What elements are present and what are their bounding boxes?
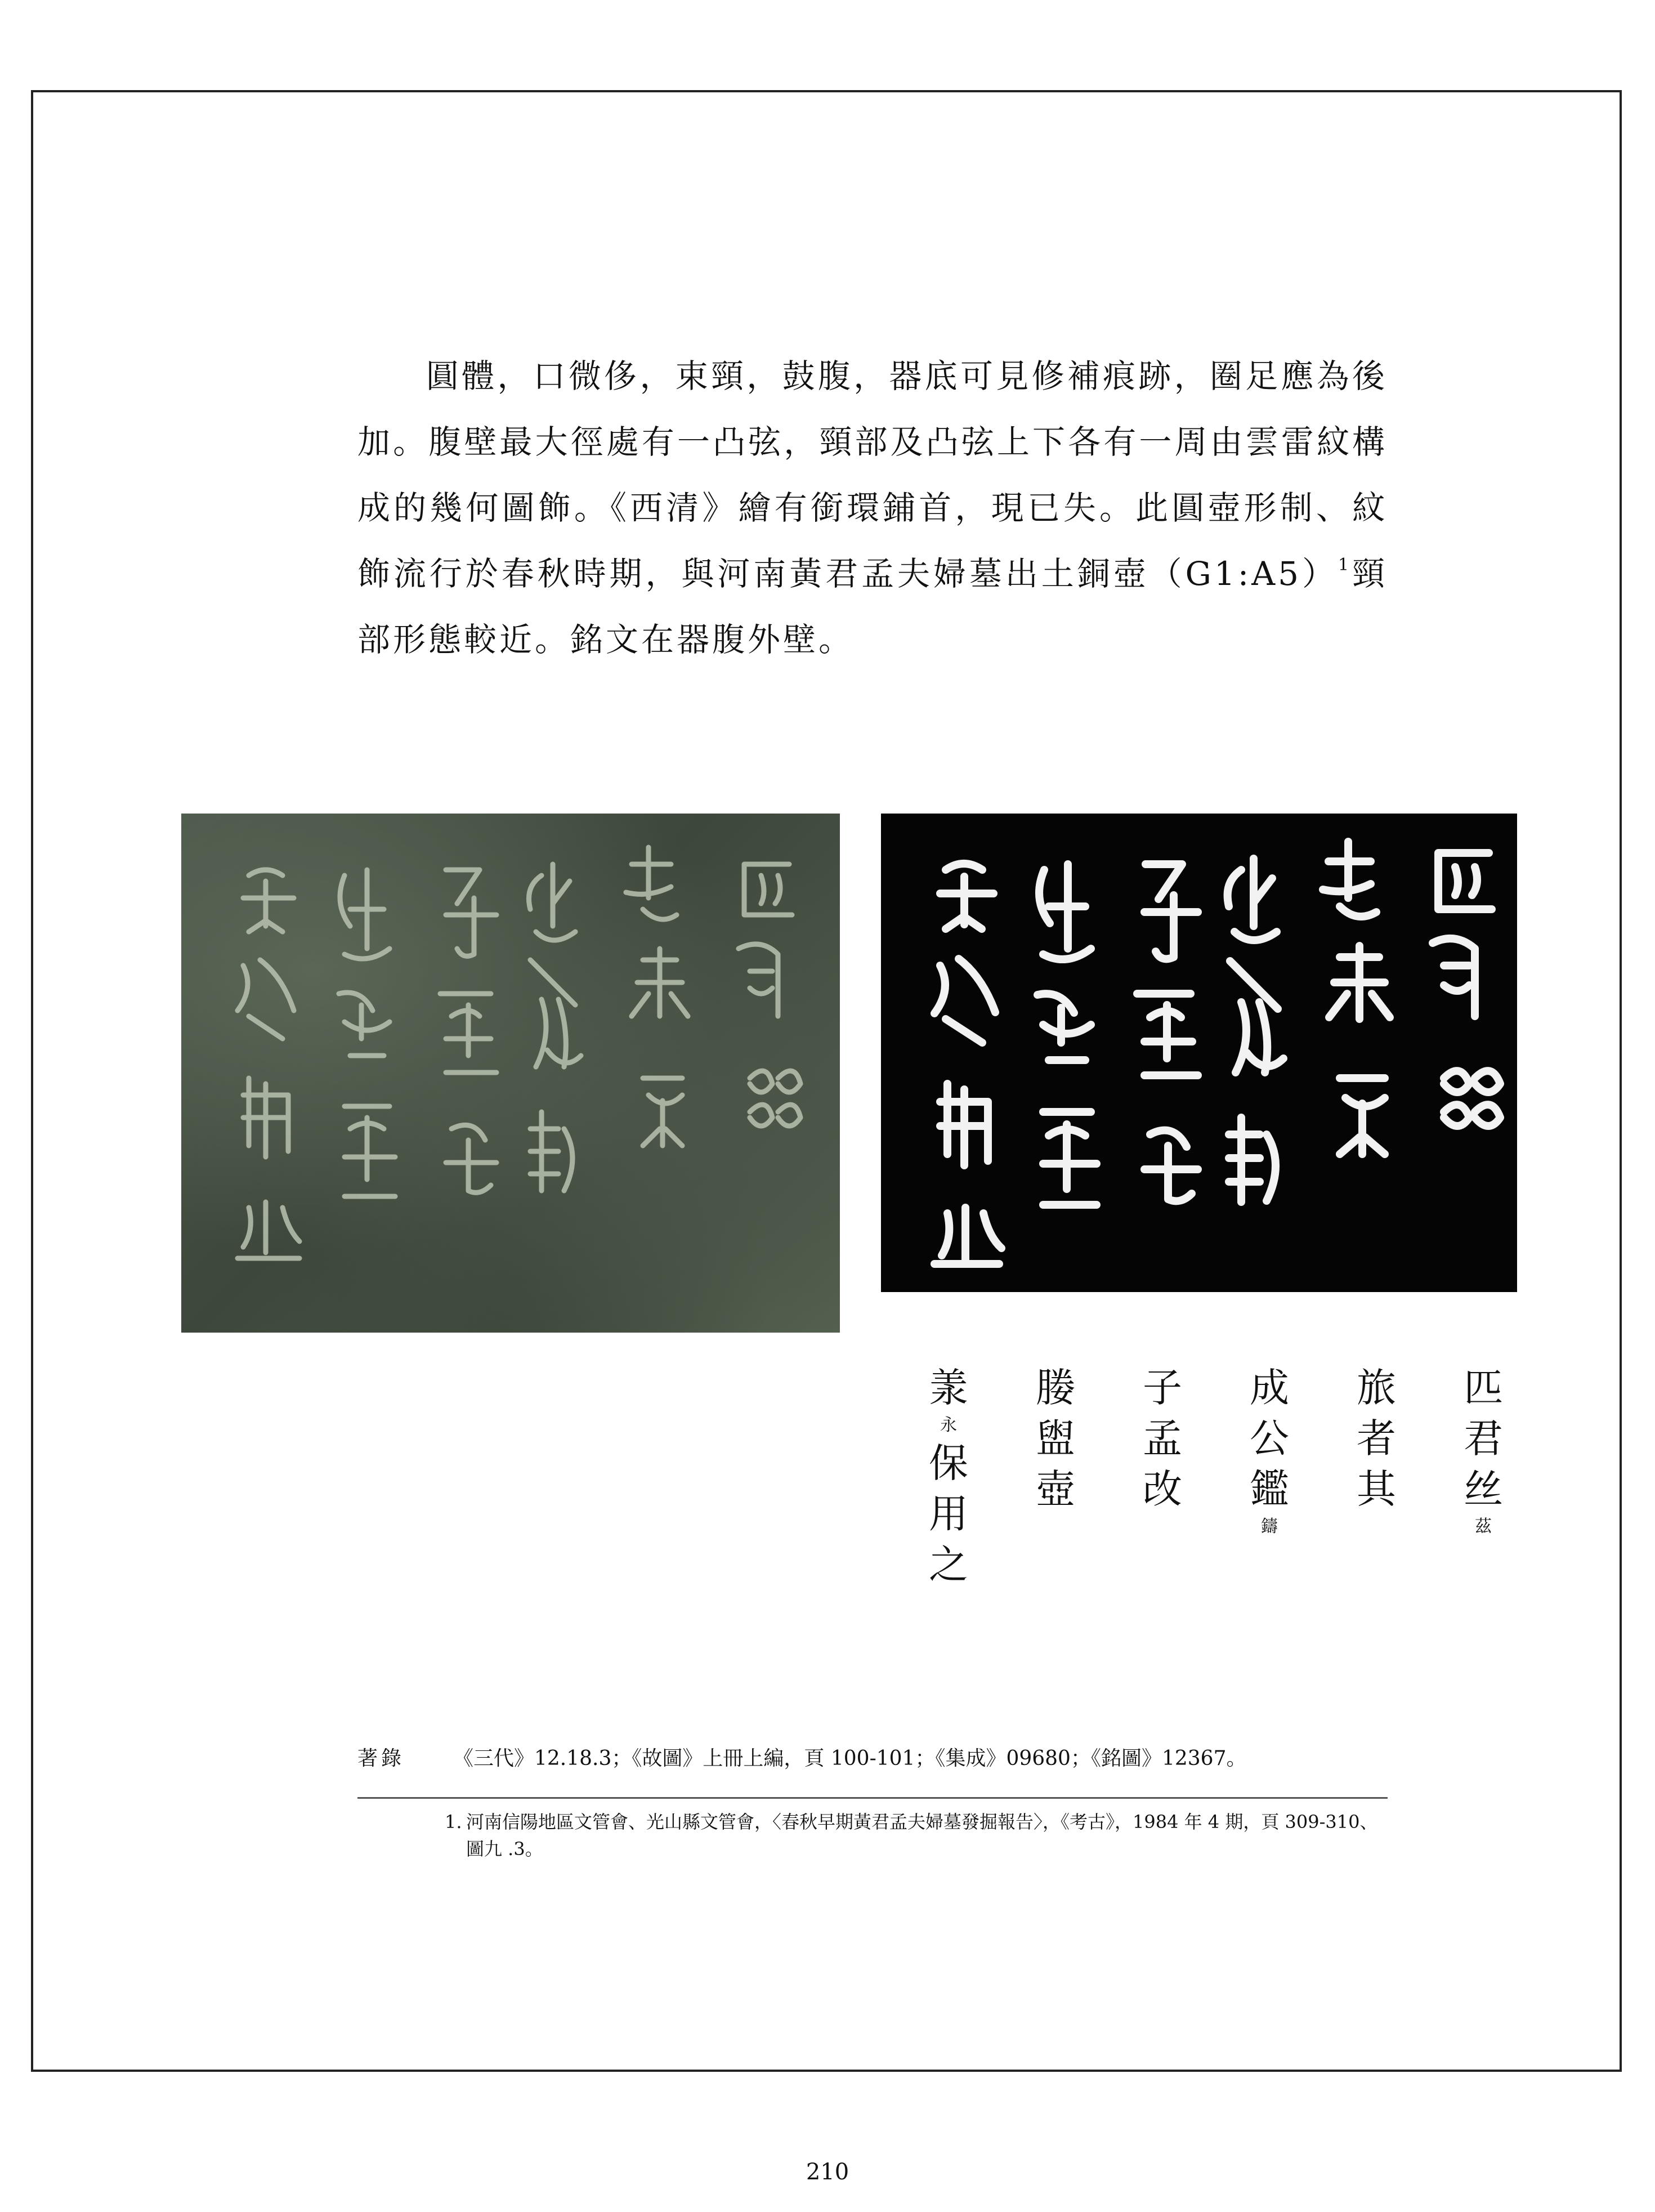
transcription-char: 保 <box>929 1440 968 1486</box>
inscription-rubbing <box>881 814 1517 1292</box>
bibliography-text: 《三代》12.18.3；《故圖》上冊上編，頁 100-101；《集成》09680；《銘圖》12367。 <box>453 1747 1247 1770</box>
inscription-transcription <box>901 1362 1509 1655</box>
footnote <box>445 1808 1382 1862</box>
transcription-char: 之 <box>929 1541 968 1588</box>
transcription-char: 羕 <box>929 1365 968 1411</box>
transcription-note: 永 <box>940 1415 957 1435</box>
transcription-char: 壺 <box>1036 1466 1075 1512</box>
footnote-text: 河南信陽地區文管會、光山縣文管會，〈春秋早期黃君孟夫婦墓發掘報告〉，《考古》，1984 年 4 期，頁 309-310、圖九 .3。 <box>466 1811 1378 1860</box>
transcription-char: 孟 <box>1143 1415 1182 1462</box>
page-number: 210 <box>806 2159 849 2185</box>
transcription-note: 茲 <box>1475 1517 1492 1536</box>
transcription-char: 盥 <box>1036 1415 1075 1462</box>
transcription-char: 改 <box>1143 1466 1182 1512</box>
transcription-char: 成 <box>1250 1365 1289 1411</box>
footnote-number: 1. <box>445 1811 462 1833</box>
transcription-char: 媵 <box>1036 1365 1075 1411</box>
transcription-char: 者 <box>1357 1415 1396 1462</box>
photo-inscription-strokes <box>181 814 840 1333</box>
body-text-main: 圓體，口微侈，束頸，鼓腹，器底可見修補痕跡，圈足應為後加。腹壁最大徑處有一凸弦，頸部及凸弦上下各有一周由雲雷紋構成的幾何圖飾。《西清》繪有銜環鋪首，現已失。此圓壺形制、紋飾流行於春秋時期，與河南黃君孟夫婦墓出土銅壺（G1:A5） <box>357 357 1388 593</box>
body-text-tail: 頸部形態較近。銘文在器腹外壁。 <box>357 555 1388 659</box>
transcription-char: 鑑 <box>1250 1466 1289 1512</box>
bibliography <box>357 1744 1388 1773</box>
description-paragraph <box>357 343 1388 673</box>
footnote-reference[interactable]: 1 <box>1338 555 1352 575</box>
transcription-column-3 <box>1244 1362 1295 1539</box>
transcription-column-2 <box>1351 1362 1402 1514</box>
transcription-column-4 <box>1137 1362 1188 1514</box>
transcription-char: 其 <box>1357 1466 1396 1512</box>
bibliography-label: 著錄 <box>357 1747 405 1770</box>
transcription-char: 公 <box>1250 1415 1289 1462</box>
transcription-char: 丝 <box>1464 1466 1503 1512</box>
transcription-column-1 <box>1458 1362 1509 1539</box>
transcription-char: 用 <box>929 1491 968 1537</box>
transcription-column-6 <box>923 1362 974 1590</box>
transcription-note: 鑄 <box>1261 1517 1278 1536</box>
transcription-char: 子 <box>1143 1365 1182 1411</box>
transcription-column-5 <box>1030 1362 1081 1514</box>
transcription-char: 匹 <box>1464 1365 1503 1411</box>
inscription-photograph <box>181 814 840 1333</box>
transcription-char: 旅 <box>1357 1365 1396 1411</box>
footnote-divider <box>357 1797 1388 1799</box>
transcription-char: 君 <box>1464 1415 1503 1462</box>
rubbing-inscription-strokes <box>881 814 1517 1292</box>
